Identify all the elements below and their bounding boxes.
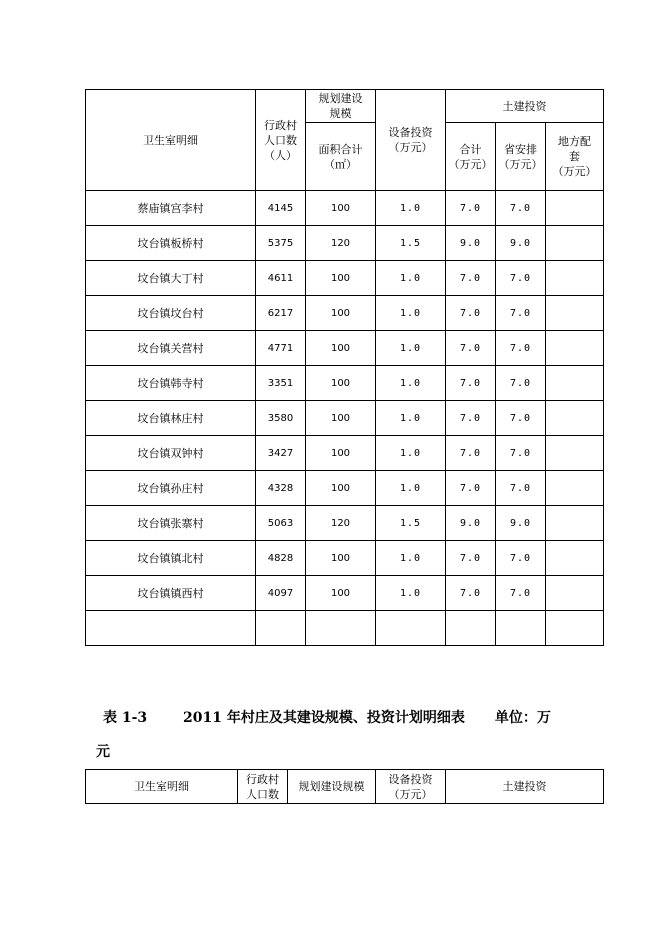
equipment-cell: 1.0 [376, 436, 446, 471]
village-name: 坟台镇双钟村 [86, 436, 256, 471]
civil-total-cell: 9.0 [446, 226, 496, 261]
local-cell [546, 541, 604, 576]
table-row [86, 366, 604, 401]
table-row [86, 436, 604, 471]
table-row [86, 401, 604, 436]
table-row [86, 506, 604, 541]
population-cell: 4771 [256, 331, 306, 366]
empty-row [86, 611, 604, 646]
local-cell [546, 191, 604, 226]
population-cell: 5375 [256, 226, 306, 261]
village-name: 蔡庙镇宫李村 [86, 191, 256, 226]
caption-unit-continued: 元 [96, 744, 110, 760]
table-row [86, 471, 604, 506]
table-row [86, 296, 604, 331]
province-cell: 7.0 [496, 191, 546, 226]
civil-total-cell: 7.0 [446, 191, 496, 226]
area-cell: 100 [306, 436, 376, 471]
area-cell: 120 [306, 506, 376, 541]
population-cell: 4097 [256, 576, 306, 611]
civil-total-cell: 7.0 [446, 331, 496, 366]
header-local: 地方配 套 （万元） [546, 123, 604, 191]
area-cell: 100 [306, 471, 376, 506]
civil-total-cell: 7.0 [446, 401, 496, 436]
header-name: 卫生室明细 [86, 770, 238, 804]
equipment-cell: 1.0 [376, 541, 446, 576]
caption-unit: 单位：万 [494, 710, 551, 726]
area-cell: 100 [306, 331, 376, 366]
province-cell: 9.0 [496, 226, 546, 261]
header-area-total: 面积合计 （㎡） [306, 123, 376, 191]
province-cell: 9.0 [496, 506, 546, 541]
area-cell: 100 [306, 541, 376, 576]
province-cell: 7.0 [496, 471, 546, 506]
equipment-cell: 1.5 [376, 226, 446, 261]
header-civil: 土建投资 [446, 90, 604, 123]
province-cell: 7.0 [496, 261, 546, 296]
local-cell [546, 471, 604, 506]
investment-table-1 [85, 89, 604, 646]
civil-total-cell: 7.0 [446, 296, 496, 331]
province-cell: 7.0 [496, 576, 546, 611]
population-cell: 3351 [256, 366, 306, 401]
province-cell: 7.0 [496, 366, 546, 401]
village-name: 坟台镇张寨村 [86, 506, 256, 541]
header-civil-total: 合计 （万元） [446, 123, 496, 191]
village-name: 坟台镇镇北村 [86, 541, 256, 576]
village-name: 坟台镇坟台村 [86, 296, 256, 331]
local-cell [546, 506, 604, 541]
local-cell [546, 296, 604, 331]
table-row [86, 331, 604, 366]
province-cell: 7.0 [496, 436, 546, 471]
population-cell: 4145 [256, 191, 306, 226]
header-equipment: 设备投资 （万元） [376, 90, 446, 191]
population-cell: 6217 [256, 296, 306, 331]
equipment-cell: 1.0 [376, 191, 446, 226]
local-cell [546, 261, 604, 296]
civil-total-cell: 9.0 [446, 506, 496, 541]
area-cell: 100 [306, 576, 376, 611]
equipment-cell: 1.0 [376, 296, 446, 331]
population-cell: 4328 [256, 471, 306, 506]
local-cell [546, 436, 604, 471]
equipment-cell: 1.0 [376, 576, 446, 611]
village-name: 坟台镇镇西村 [86, 576, 256, 611]
equipment-cell: 1.0 [376, 261, 446, 296]
header-population: 行政村 人口数 （人） [256, 90, 306, 191]
village-name: 坟台镇林庄村 [86, 401, 256, 436]
population-cell: 3427 [256, 436, 306, 471]
table-row [86, 541, 604, 576]
table-caption [103, 707, 551, 727]
area-cell: 100 [306, 296, 376, 331]
local-cell [546, 226, 604, 261]
village-name: 坟台镇大丁村 [86, 261, 256, 296]
header-population: 行政村 人口数 [238, 770, 288, 804]
caption-title: 2011 年村庄及其建设规模、投资计划明细表 [183, 710, 465, 726]
table-row [86, 191, 604, 226]
province-cell: 7.0 [496, 296, 546, 331]
province-cell: 7.0 [496, 331, 546, 366]
village-name: 坟台镇孙庄村 [86, 471, 256, 506]
equipment-cell: 1.0 [376, 331, 446, 366]
population-cell: 5063 [256, 506, 306, 541]
civil-total-cell: 7.0 [446, 261, 496, 296]
village-name: 坟台镇板桥村 [86, 226, 256, 261]
population-cell: 4611 [256, 261, 306, 296]
equipment-cell: 1.5 [376, 506, 446, 541]
header-province: 省安排 （万元） [496, 123, 546, 191]
civil-total-cell: 7.0 [446, 576, 496, 611]
area-cell: 100 [306, 261, 376, 296]
equipment-cell: 1.0 [376, 471, 446, 506]
local-cell [546, 576, 604, 611]
village-name: 坟台镇韩寺村 [86, 366, 256, 401]
area-cell: 120 [306, 226, 376, 261]
province-cell: 7.0 [496, 541, 546, 576]
header-civil: 土建投资 [446, 770, 604, 804]
local-cell [546, 401, 604, 436]
civil-total-cell: 7.0 [446, 366, 496, 401]
table-row [86, 261, 604, 296]
local-cell [546, 331, 604, 366]
header-plan-scale: 规划建设 规模 [306, 90, 376, 123]
civil-total-cell: 7.0 [446, 471, 496, 506]
village-name: 坟台镇关营村 [86, 331, 256, 366]
header-name: 卫生室明细 [86, 90, 256, 191]
population-cell: 4828 [256, 541, 306, 576]
area-cell: 100 [306, 401, 376, 436]
civil-total-cell: 7.0 [446, 541, 496, 576]
header-plan-scale: 规划建设规模 [288, 770, 376, 804]
equipment-cell: 1.0 [376, 366, 446, 401]
investment-table-2 [85, 769, 604, 804]
population-cell: 3580 [256, 401, 306, 436]
area-cell: 100 [306, 366, 376, 401]
header-equipment: 设备投资 （万元） [376, 770, 446, 804]
table-row [86, 226, 604, 261]
local-cell [546, 366, 604, 401]
table-row [86, 576, 604, 611]
area-cell: 100 [306, 191, 376, 226]
province-cell: 7.0 [496, 401, 546, 436]
civil-total-cell: 7.0 [446, 436, 496, 471]
caption-number: 表 1-3 [103, 710, 148, 726]
equipment-cell: 1.0 [376, 401, 446, 436]
